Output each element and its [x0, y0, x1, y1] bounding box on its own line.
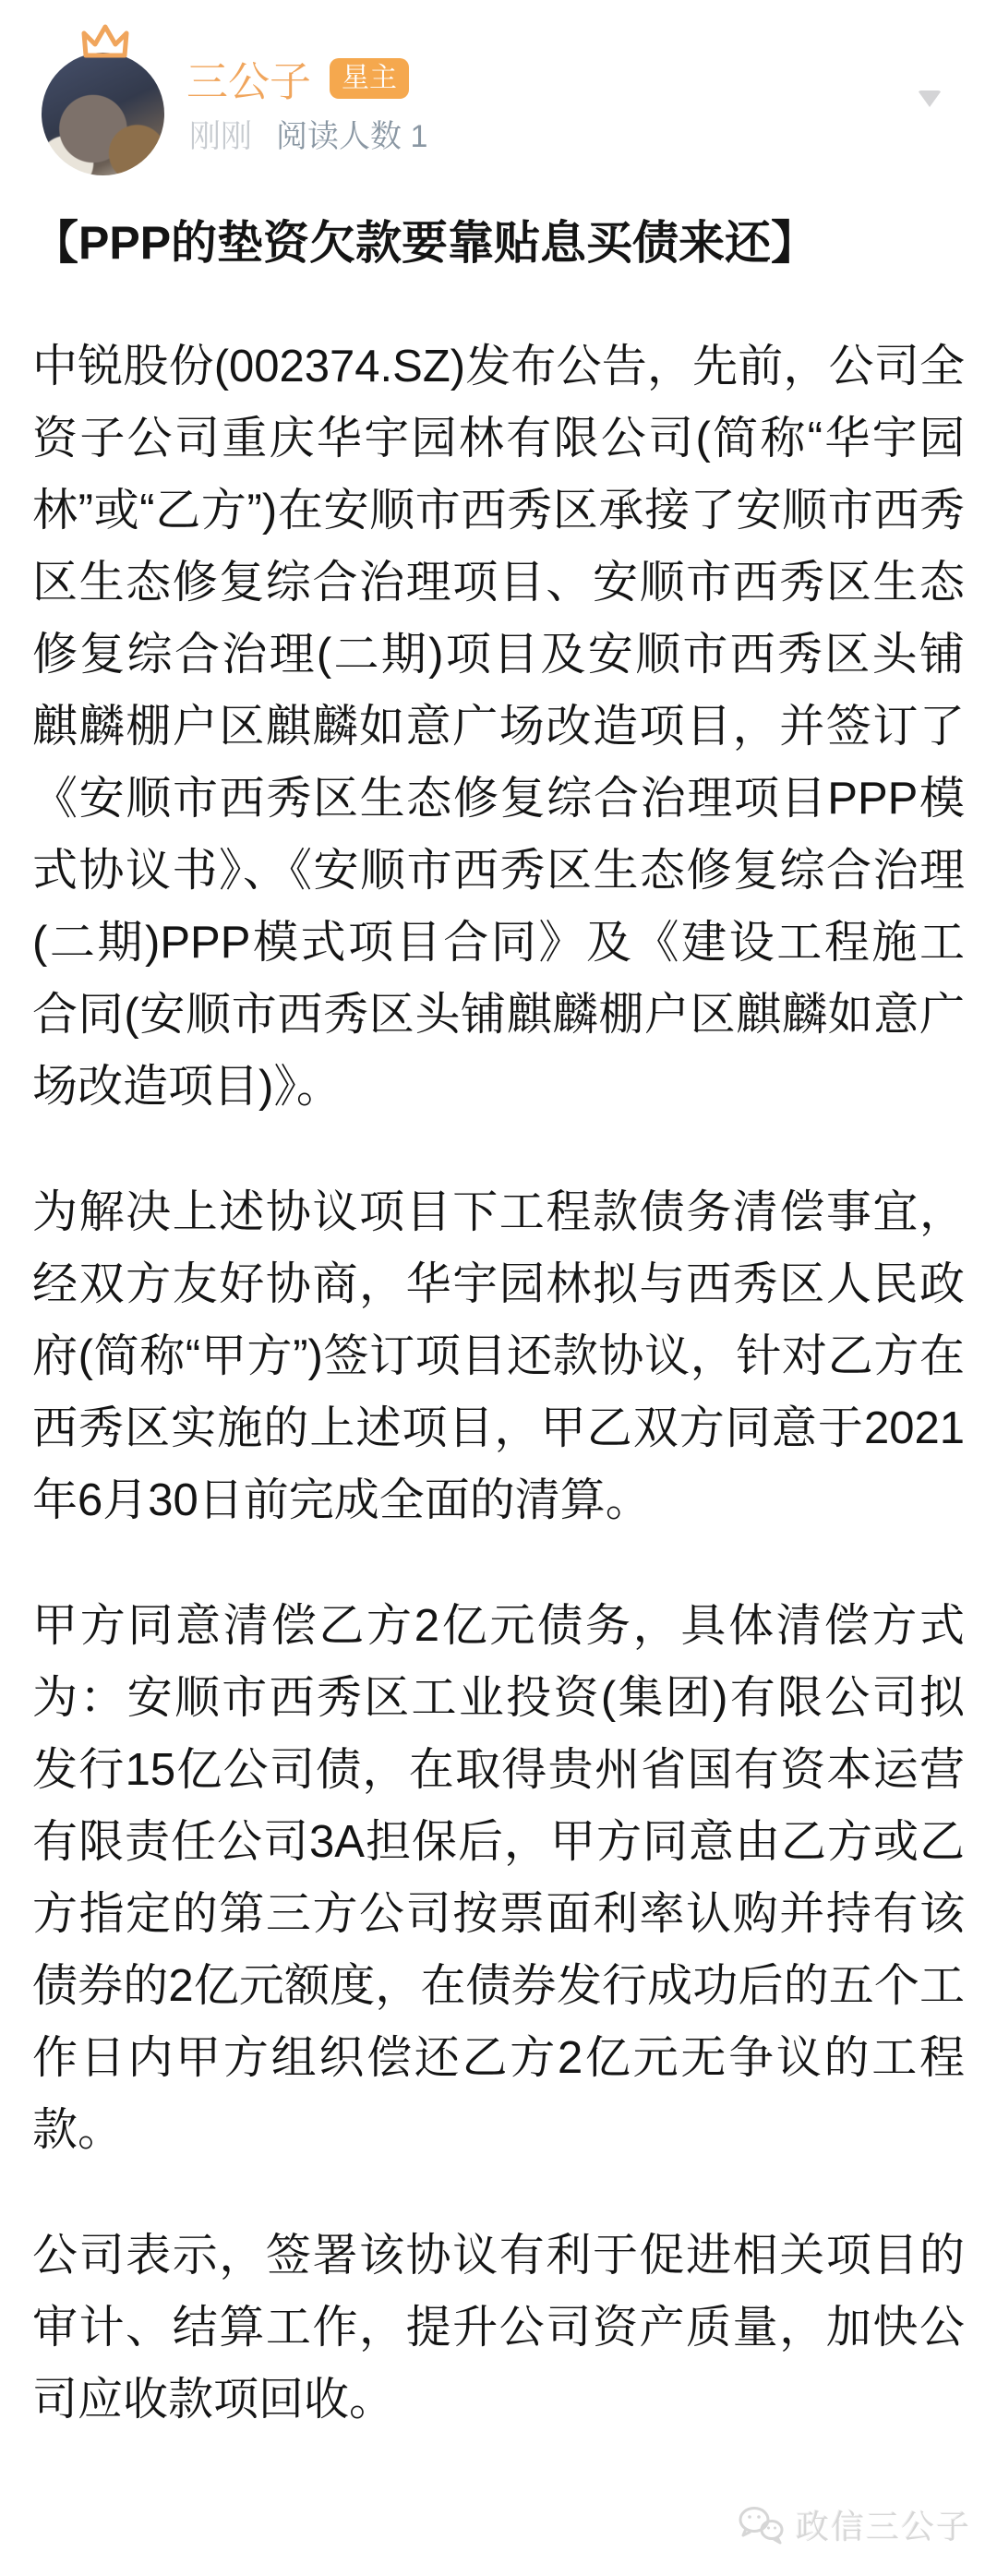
- read-count: 阅读人数 1: [276, 119, 428, 154]
- post-title: 【PPP的垫资欠款要靠贴息买债来还】: [32, 217, 818, 269]
- watermark: [737, 2501, 971, 2548]
- post-paragraph: 甲方同意清偿乙方2亿元债务，具体清偿方式为：安顺市西秀区工业投资(集团)有限公司拟发行15亿公司债，在取得贵州省国有资本运营有限责任公司3A担保后，甲方同意由乙方或乙方指定的第三方公司按票面利率认购并持有该债券的2亿元额度，在债券发行成功后的五个工作日内甲方组织偿还乙方2亿元无争议的工程款。: [32, 1601, 965, 2155]
- post-paragraph: 公司表示，签署该协议有利于促进相关项目的审计、结算工作，提升公司资产质量，加快公司应收款项回收。: [32, 2231, 965, 2425]
- wechat-icon: [737, 2504, 785, 2546]
- post-article: [0, 214, 997, 2436]
- watermark-label: 政信三公子: [795, 2508, 971, 2546]
- owner-badge: 星主: [330, 58, 409, 99]
- username[interactable]: 三公子: [186, 58, 312, 105]
- post-time: 刚刚: [189, 119, 252, 154]
- post-header: [0, 0, 997, 177]
- post-body: [32, 331, 965, 2436]
- post-paragraph: 为解决上述协议项目下工程款债务清偿事宜，经双方友好协商，华宇园林拟与西秀区人民政府(简称“甲方”)签订项目还款协议，针对乙方在西秀区实施的上述项目，甲乙双方同意于2021年6月30日前完成全面的清算。: [32, 1187, 965, 1525]
- chevron-down-icon[interactable]: [918, 90, 942, 107]
- post-paragraph: 中锐股份(002374.SZ)发布公告，先前，公司全资子公司重庆华宇园林有限公司(简称“华宇园林”或“乙方”)在安顺市西秀区承接了安顺市西秀区生态修复综合治理项目、安顺市西秀区生态修复综合治理(二期)项目及安顺市西秀区头铺麒麟棚户区麒麟如意广场改造项目，并签订了《安顺市西秀区生态修复综合治理项目PPP模式协议书》、《安顺市西秀区生态修复综合治理(二期)PPP模式项目合同》及《建设工程施工合同(安顺市西秀区头铺麒麟棚户区麒麟如意广场改造项目)》。: [32, 342, 965, 1112]
- avatar-photo: [42, 53, 164, 175]
- avatar[interactable]: [42, 53, 164, 175]
- crown-icon: [80, 22, 130, 61]
